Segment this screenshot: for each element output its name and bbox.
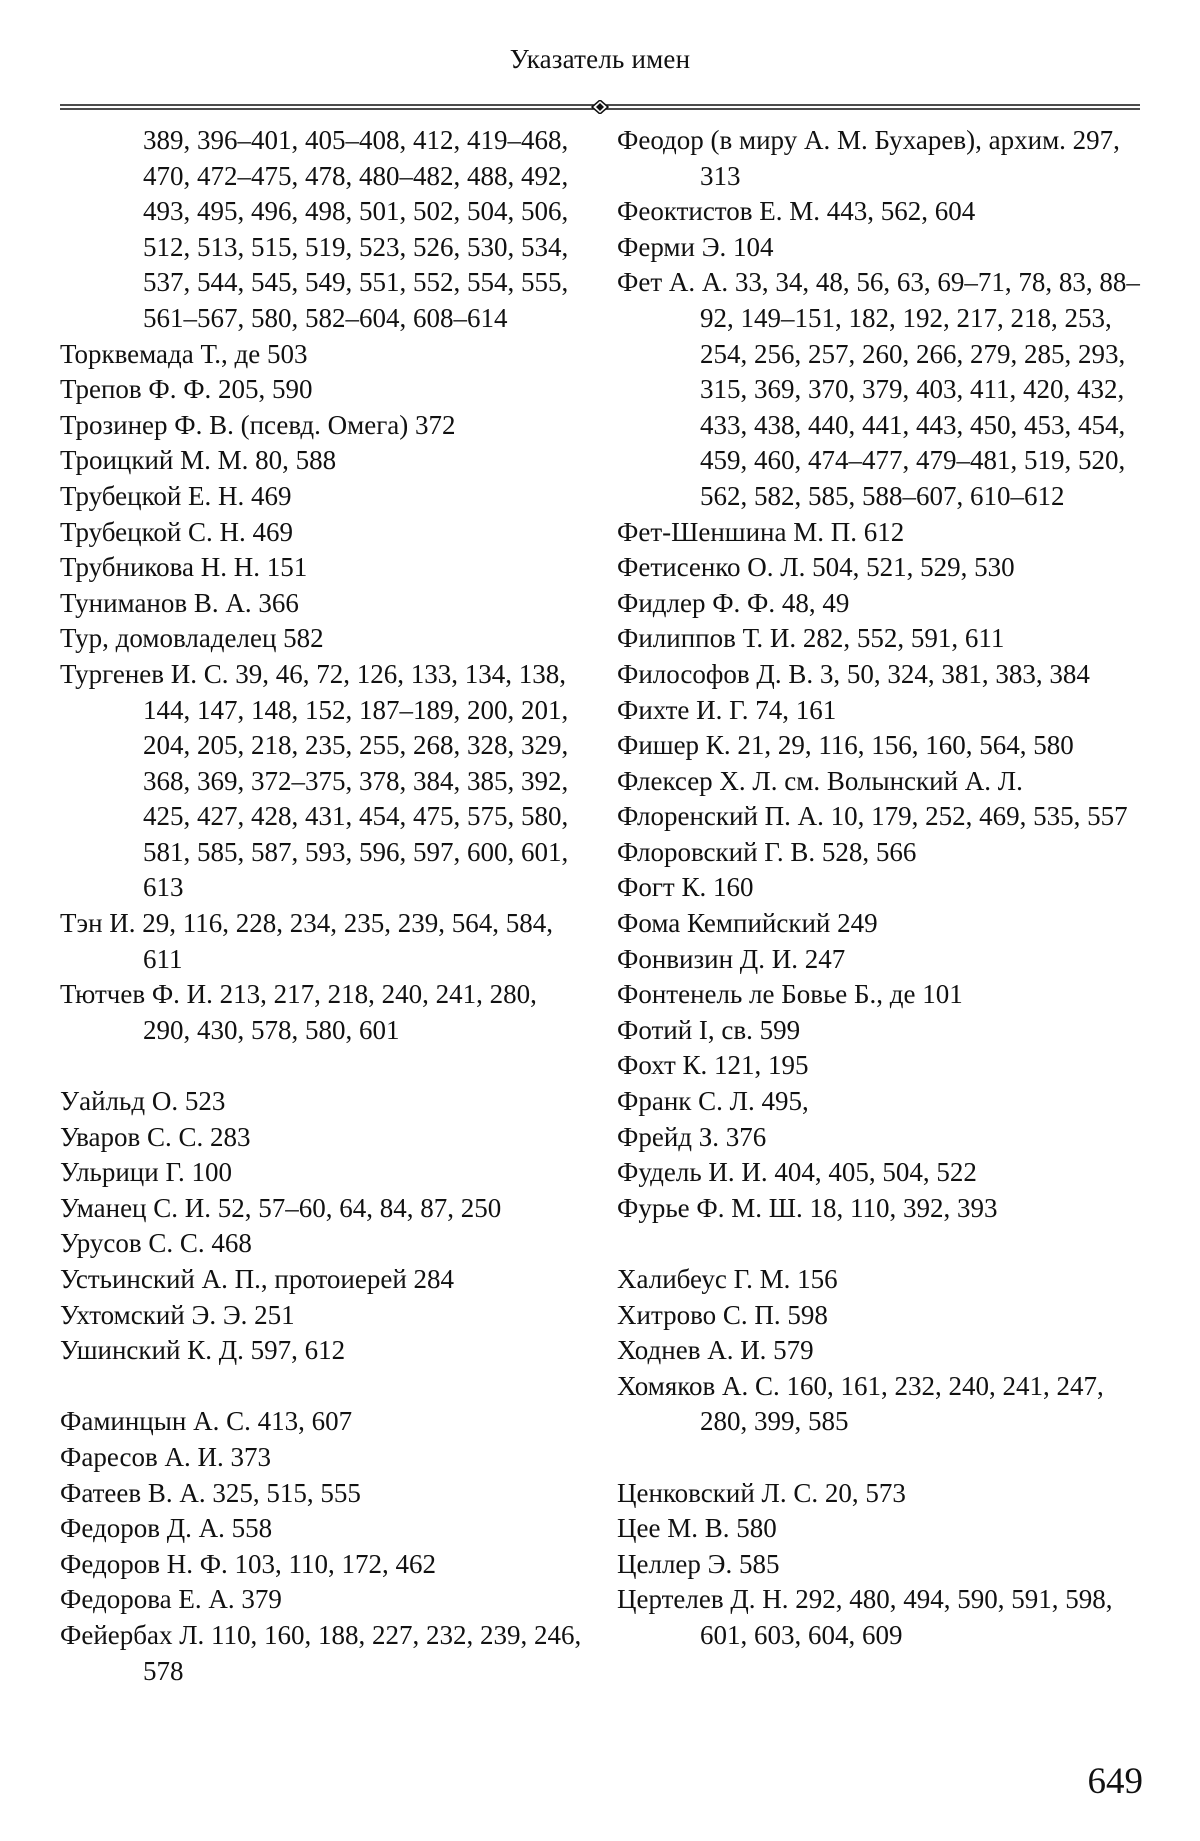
index-entry: Ушинский К. Д. 597, 612 (60, 1335, 346, 1366)
index-entry: Трепов Ф. Ф. 205, 590 (60, 374, 313, 405)
index-entry: Фет А. А. 33, 34, 48, 56, 63, 69–71, 78, 83, 88–92, 149–151, 182, 192, 217, 218, 253, 254, 256, 257, 260, 266, 279, 285, 293, 315, 369, 370, 379, 403, 411, 420, 432, 433, 438, 440, 441, 443, 450, 453, 454, 459, 460, 474–477, 479–481, 519, 520, 562, 582, 585, 588–607, 610–612 (617, 267, 1140, 511)
index-entry: Трубникова Н. Н. 151 (60, 552, 308, 583)
index-entry: Ухтомский Э. Э. 251 (60, 1299, 295, 1330)
index-entry: Фейербах Л. 110, 160, 188, 227, 232, 239, 246, 578 (60, 1619, 582, 1686)
index-entry: Философов Д. В. 3, 50, 324, 381, 383, 384 (617, 658, 1090, 689)
index-entry: Фогт К. 160 (617, 872, 754, 903)
index-entry: Трозинер Ф. В. (псевд. Омега) 372 (60, 409, 456, 440)
index-entry: Тэн И. 29, 116, 228, 234, 235, 239, 564, 584, 611 (60, 908, 554, 974)
index-column-left (60, 123, 585, 1689)
index-entry: Уайльд О. 523 (60, 1086, 226, 1117)
index-entry: Флоровский Г. В. 528, 566 (617, 836, 917, 867)
index-entry: Франк С. Л. 495, (617, 1086, 809, 1117)
index-entry: Тур, домовладелец 582 (60, 623, 324, 654)
index-entry: Фидлер Ф. Ф. 48, 49 (617, 587, 850, 618)
index-entry: Урусов С. С. 468 (60, 1228, 252, 1259)
index-entry: Федоров Н. Ф. 103, 110, 172, 462 (60, 1548, 437, 1579)
index-entry: Флексер Х. Л. см. Волынский А. Л. (617, 765, 1023, 796)
index-entry-continuation: 389, 396–401, 405–408, 412, 419–468, 470, 472–475, 478, 480–482, 488, 492, 493, 495, 496, 498, 501, 502, 504, 506, 512, 513, 515, 519, 523, 526, 530, 534, 537, 544, 545, 549, 551, 552, 554, 555, 561–567, 580, 582–604, 608–614 (143, 125, 569, 333)
index-entry: Туниманов В. А. 366 (60, 587, 299, 618)
index-entry: Торквемада Т., де 503 (60, 338, 308, 369)
index-entry: Ценковский Л. С. 20, 573 (617, 1477, 906, 1508)
letter-group-spacer (60, 1048, 585, 1084)
letter-group-spacer (60, 1369, 585, 1405)
index-entry: Фрейд З. 376 (617, 1121, 767, 1152)
index-entry: Тургенев И. С. 39, 46, 72, 126, 133, 134, 138, 144, 147, 148, 152, 187–189, 200, 201, 204, 205, 218, 235, 255, 268, 328, 329, 368, 369, 372–375, 378, 384, 385, 392, 425, 427, 428, 431, 454, 475, 575, 580, 581, 585, 587, 593, 596, 597, 600, 601, 613 (60, 658, 569, 903)
letter-group-spacer (617, 1226, 1147, 1262)
index-entry: Трубецкой С. Н. 469 (60, 516, 294, 547)
index-entry: Тютчев Ф. И. 213, 217, 218, 240, 241, 280, 290, 430, 578, 580, 601 (60, 979, 537, 1045)
page-number: 649 (1087, 1761, 1143, 1802)
index-entry: Филиппов Т. И. 282, 552, 591, 611 (617, 623, 1005, 654)
index-entry: Хитрово С. П. 598 (617, 1299, 828, 1330)
index-entry: Уманец С. И. 52, 57–60, 64, 84, 87, 250 (60, 1192, 502, 1223)
index-entry: Хомяков А. С. 160, 161, 232, 240, 241, 247, 280, 399, 585 (617, 1370, 1104, 1437)
index-entry: Фетисенко О. Л. 504, 521, 529, 530 (617, 552, 1015, 583)
index-entry: Фома Кемпийский 249 (617, 908, 878, 939)
index-entry: Фурье Ф. М. Ш. 18, 110, 392, 393 (617, 1192, 998, 1223)
index-entry: Уваров С. С. 283 (60, 1121, 251, 1152)
index-entry: Цее М. В. 580 (617, 1513, 777, 1544)
index-entry: Трубецкой Е. Н. 469 (60, 480, 292, 511)
letter-group-spacer (617, 1440, 1147, 1476)
index-entry: Фет-Шеншина М. П. 612 (617, 516, 905, 547)
index-entry: Фишер К. 21, 29, 116, 156, 160, 564, 580 (617, 730, 1074, 761)
index-entry: Цертелев Д. Н. 292, 480, 494, 590, 591, 598, 601, 603, 604, 609 (617, 1584, 1113, 1650)
index-entry: Федоров Д. А. 558 (60, 1513, 273, 1544)
index-entry: Целлер Э. 585 (617, 1548, 780, 1579)
index-entry: Фохт К. 121, 195 (617, 1050, 809, 1081)
index-entry: Троицкий М. М. 80, 588 (60, 445, 337, 476)
index-entry: Фаресов А. И. 373 (60, 1441, 271, 1472)
index-entry: Фонвизин Д. И. 247 (617, 943, 846, 974)
index-column-right (617, 123, 1147, 1654)
index-entry: Ходнев А. И. 579 (617, 1335, 814, 1366)
index-entry: Халибеус Г. М. 156 (617, 1264, 838, 1294)
running-header: Указатель имен (509, 44, 691, 74)
index-entry: Феодор (в миру А. М. Бухарев), архим. 297, 313 (617, 125, 1120, 191)
header-rule-ornament (60, 100, 1140, 114)
index-entry: Феоктистов Е. М. 443, 562, 604 (617, 196, 976, 227)
index-entry: Федорова Е. А. 379 (60, 1584, 282, 1615)
index-entry: Ферми Э. 104 (617, 231, 774, 262)
index-entry: Фихте И. Г. 74, 161 (617, 694, 837, 725)
index-entry: Фотий I, св. 599 (617, 1014, 801, 1045)
index-entry: Фаминцын А. С. 413, 607 (60, 1406, 353, 1437)
index-entry: Фатеев В. А. 325, 515, 555 (60, 1477, 361, 1508)
index-entry: Флоренский П. А. 10, 179, 252, 469, 535, 557 (617, 801, 1128, 832)
index-entry: Ульрици Г. 100 (60, 1157, 233, 1188)
index-entry: Устьинский А. П., протоиерей 284 (60, 1264, 455, 1294)
index-entry: Фонтенель ле Бовье Б., де 101 (617, 979, 963, 1010)
index-entry: Фудель И. И. 404, 405, 504, 522 (617, 1157, 977, 1188)
